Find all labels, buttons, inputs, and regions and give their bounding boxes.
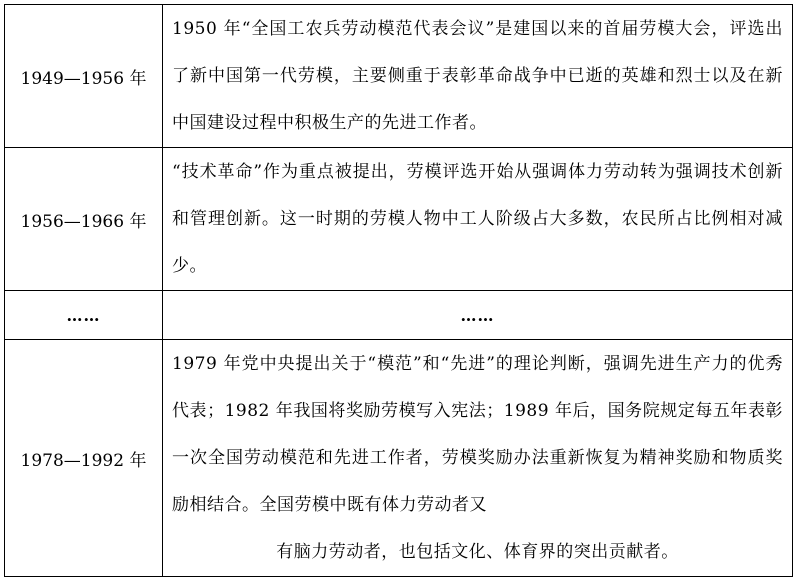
table-row xyxy=(5,148,793,291)
table-row xyxy=(5,340,793,577)
period-cell: 1949—1956 年 xyxy=(5,5,163,148)
period-cell: 1956—1966 年 xyxy=(5,148,163,291)
description-cell: 1950 年“全国工农兵劳动模范代表会议”是建国以来的首届劳模大会，评选出了新中国第一代劳模，主要侧重于表彰革命战争中已逝的英雄和烈士以及在新中国建设过程中积极生产的先进工作者。 xyxy=(163,5,793,148)
ellipsis-cell: …… xyxy=(5,291,163,340)
period-cell: 1978—1992 年 xyxy=(5,340,163,577)
ellipsis-cell: …… xyxy=(163,291,793,340)
description-cell: “技术革命”作为重点被提出，劳模评选开始从强调体力劳动转为强调技术创新和管理创新。这一时期的劳模人物中工人阶级占大多数，农民所占比例相对减少。 xyxy=(163,148,793,291)
description-cell xyxy=(163,340,793,577)
description-last-line: 有脑力劳动者，也包括文化、体育界的突出贡献者。 xyxy=(276,541,679,562)
table-row xyxy=(5,291,793,340)
history-table xyxy=(4,4,793,577)
description-text: 1979 年党中央提出关于“模范”和“先进”的理论判断，强调先进生产力的优秀代表；1982 年我国将奖励劳模写入宪法；1989 年后，国务院规定每五年表彰一次全国劳动模范和先进工作者，劳模奖励办法重新恢复为精神奖励和物质奖励相结合。全国劳模中既有体力劳动者又 xyxy=(172,353,783,515)
table-row xyxy=(5,5,793,148)
